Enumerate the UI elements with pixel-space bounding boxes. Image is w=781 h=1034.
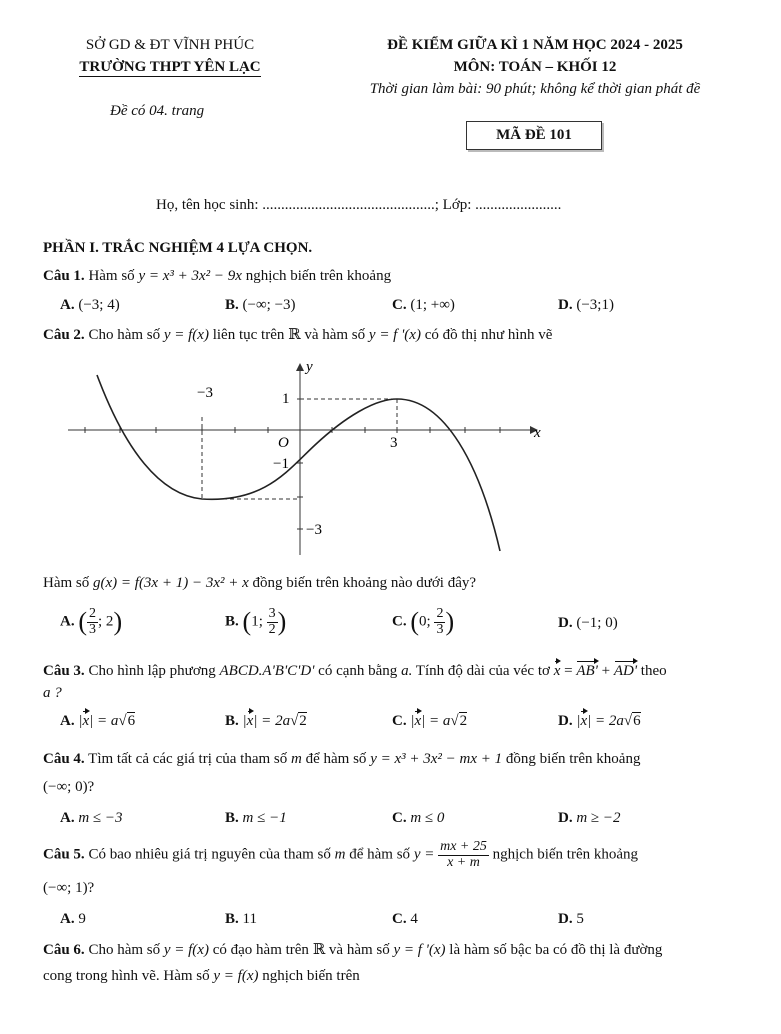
question-5 [43,840,638,870]
vector-ad: AD' [613,663,638,679]
option-letter: A. [60,713,75,729]
option-c[interactable] [392,297,455,314]
question-3 [43,663,667,680]
math-variable: m [334,846,346,863]
question-text: liên tục trên [212,327,285,343]
exam-code-box: MÃ ĐỀ 101 [466,121,602,150]
real-set-symbol: ℝ [288,327,301,343]
option-letter: C. [392,911,407,927]
option-c[interactable] [392,810,444,827]
option-letter: C. [392,810,407,826]
question-text: có cạnh bằng [318,663,398,679]
option-d[interactable] [558,911,584,928]
option-b[interactable] [225,911,257,928]
option-letter: D. [558,615,573,631]
question-label: Câu 5. [43,846,85,863]
subject-line: MÔN: TOÁN – KHỐI 12 [453,59,617,75]
question-text: Hàm số [43,575,90,591]
option-letter: D. [558,911,573,927]
student-info-line: Họ, tên học sinh: ..............................................; Lớp: ....................... [156,197,562,213]
option-text: m ≥ −2 [576,810,621,826]
math-variable: m [291,751,302,767]
math-expression: y = f(x) [213,968,259,984]
question-text: để hàm số [349,846,411,863]
option-letter: B. [225,297,239,313]
vector-x: x [553,663,561,679]
question-text: Tìm tất cả các giá trị của tham số [88,751,288,767]
math-expression: g(x) = f(3x + 1) − 3x² + x [93,575,249,591]
question-5-line2: (−∞; 1)? [43,880,95,896]
option-root: 2 [299,713,307,729]
option-letter: A. [60,613,75,630]
option-text: (−3; 4) [78,297,120,313]
option-letter: C. [392,713,407,729]
question-text: đồng biến trên khoảng [505,751,641,767]
math-expression: y = f '(x) [393,942,446,958]
option-letter: B. [225,613,239,630]
option-text: m ≤ 0 [410,810,445,826]
option-text: m ≤ −3 [78,810,123,826]
question-1 [43,268,391,285]
y-axis-label: y [306,359,313,375]
option-text: (−1; 0) [576,615,618,631]
question-label: Câu 1. [43,268,85,284]
option-text: 4 [410,911,418,927]
option-root: 2 [459,713,468,729]
math-expression: y = [413,846,435,863]
origin-label: O [278,435,289,451]
option-c[interactable] [392,911,418,928]
school-name: TRƯỜNG THPT YÊN LẠC [79,59,261,75]
option-a[interactable] [60,810,123,827]
option-letter: C. [392,613,407,630]
option-text: 9 [78,911,86,927]
tick-label-neg3-y: −3 [306,522,322,538]
option-text: 5 [576,911,584,927]
question-text: và hàm số [304,327,366,343]
option-a[interactable]: A. ( $\frac{2}{3}$ ; 2) [60,606,123,637]
tick-label-3: 3 [390,435,398,451]
option-letter: A. [60,911,75,927]
fraction: $\frac{2}{3}$ [89,606,97,637]
question-text: Cho hàm số [88,942,161,958]
exam-title: ĐỀ KIỂM GIỮA KÌ 1 NĂM HỌC 2024 - 2025 [387,37,683,53]
question-2 [43,325,552,344]
question-text: Tính độ dài của véc tơ [415,663,550,679]
math-variable: a. [401,663,413,679]
option-c[interactable]: C. |x| = a√2 [392,713,468,729]
option-coef: a [110,713,119,729]
option-coef: 2a [275,713,291,729]
question-6-line2 [43,968,360,985]
option-letter: D. [558,713,573,729]
option-letter: B. [225,713,239,729]
option-letter: D. [558,810,573,826]
question-4 [43,751,640,768]
math-operator: + [597,663,614,679]
question-text: nghịch biến trên [262,968,360,984]
option-text: (−∞; −3) [242,297,296,313]
option-text: 0; [419,613,435,630]
math-expression: y = f(x) [163,942,209,958]
option-coef: 2a [608,713,624,729]
option-text: (−3;1) [576,297,614,313]
question-6 [43,940,662,959]
option-d[interactable] [558,297,614,314]
option-text: 11 [242,911,257,927]
option-a[interactable] [60,911,86,928]
question-text: nghịch biến trên khoảng [245,268,392,284]
question-text: là hàm số bậc ba có đồ thị là đường [449,942,663,958]
fraction: $\frac{3}{2}$ [268,606,276,637]
option-letter: B. [225,810,239,826]
option-c[interactable]: C. (0; $\frac{2}{3}$ ) [392,606,455,637]
option-letter: A. [60,810,75,826]
school-block [60,59,280,77]
section-title: PHẦN I. TRẮC NGHIỆM 4 LỰA CHỌN. [43,240,313,256]
option-letter: A. [60,297,75,313]
option-letter: C. [392,297,407,313]
question-text: Hàm số [88,268,135,284]
question-text: theo [640,663,667,679]
tick-label-neg1: −1 [273,456,289,472]
question-text: để hàm số [305,751,367,767]
question-text: và hàm số [328,942,390,958]
option-letter: B. [225,911,239,927]
question-2-prompt [43,575,476,592]
question-text: có đồ thị như hình vẽ [424,327,553,343]
question-text: Cho hình lập phương [88,663,216,679]
option-root: 6 [127,713,136,729]
vector-ab: AB' [576,663,598,679]
department-name: SỞ GD & ĐT VĨNH PHÚC [85,37,255,53]
option-letter: D. [558,297,573,313]
derivative-graph [60,355,550,565]
option-b[interactable] [225,297,296,314]
tick-label-neg3: −3 [197,385,213,401]
tick-label-1: 1 [282,391,290,407]
math-expression: y = f '(x) [368,327,421,343]
y-axis-arrow [296,363,304,371]
question-text: Có bao nhiêu giá trị nguyên của tham số [88,846,331,863]
option-b[interactable]: B. |x| = 2a√2 [225,713,307,729]
option-text: 1; [251,613,267,630]
x-axis-label: x [534,425,541,441]
option-d[interactable] [558,810,621,827]
question-text: đồng biến trên khoảng nào dưới đây? [252,575,477,591]
math-expression: y = f(x) [163,327,209,343]
time-note: Thời gian làm bài: 90 phút; không kể thời gian phát đề [369,81,701,97]
question-text: có đạo hàm trên [212,942,309,958]
fraction: $\frac{2}{3}$ [436,606,444,637]
math-expression: ABCD.A'B'C'D' [219,663,315,679]
option-b[interactable] [225,810,287,827]
question-label: Câu 3. [43,663,85,679]
option-b[interactable]: B. (1; $\frac{3}{2}$ ) [225,606,287,637]
option-a[interactable]: A. |x| = a√6 [60,713,136,729]
fraction: $\frac{mx + 25}{x + m}$ [440,839,487,870]
question-label: Câu 2. [43,327,85,343]
math-operator: = [560,663,577,679]
option-a[interactable] [60,297,120,314]
option-text: m ≤ −1 [242,810,287,826]
option-root: 6 [633,713,641,729]
math-expression: y = x³ + 3x² − 9x [138,268,242,284]
question-label: Câu 6. [43,942,85,958]
option-d[interactable]: D. |x| = 2a√6 [558,713,641,729]
pages-note: Đề có 04. trang [110,103,205,119]
question-text: Cho hàm số [88,327,161,343]
option-text: ; 2 [98,613,114,630]
question-text: nghịch biến trên khoảng [492,846,639,863]
real-set-symbol: ℝ [312,942,326,958]
option-coef: a [442,713,451,729]
question-text: cong trong hình vẽ. Hàm số [43,968,210,984]
math-expression: y = x³ + 3x² − mx + 1 [370,751,503,767]
question-label: Câu 4. [43,751,85,767]
question-4-line2: (−∞; 0)? [43,779,95,795]
question-3-line2: a ? [43,685,62,701]
option-d[interactable] [558,615,618,632]
option-text: (1; +∞) [410,297,455,313]
